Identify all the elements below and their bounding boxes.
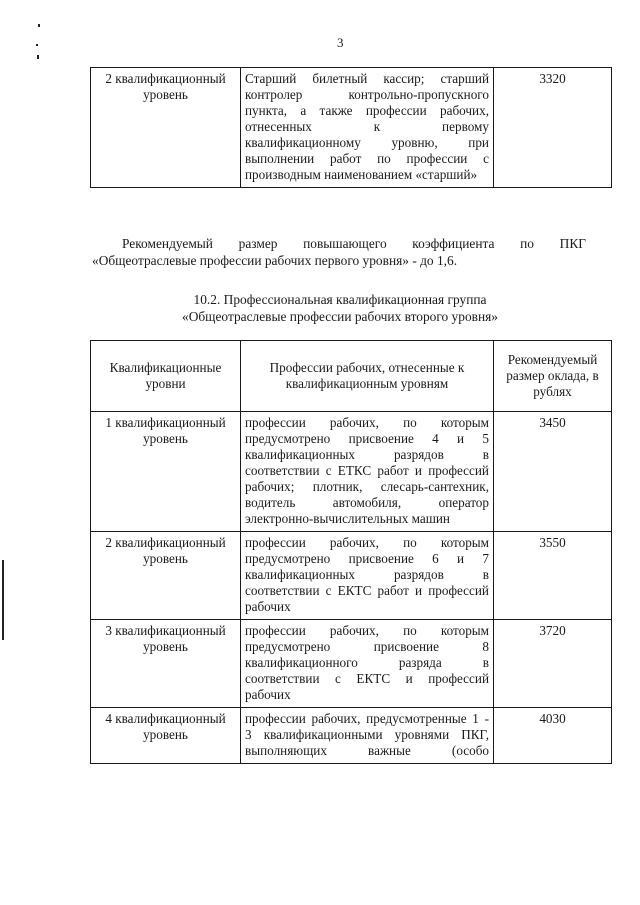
salary-cell: 3450 — [494, 412, 612, 532]
qualification-level-cell: 2 квалификационный уровень — [91, 68, 241, 188]
table-row — [91, 532, 612, 620]
continued-table — [90, 67, 612, 188]
qualification-level-cell: 3 квалификационный уровень — [91, 620, 241, 708]
scan-mark — [36, 44, 38, 46]
salary-cell: 3320 — [494, 68, 612, 188]
section-heading — [90, 291, 590, 325]
recommendation-paragraph — [92, 235, 586, 269]
scan-mark — [38, 24, 40, 27]
table-header-row — [91, 341, 612, 412]
salary-cell: 3550 — [494, 532, 612, 620]
table-row — [91, 620, 612, 708]
recommendation-line: Рекомендуемый размер повышающего коэффициента по ПКГ — [122, 236, 586, 251]
scan-mark — [2, 560, 4, 640]
section-subtitle: «Общеотраслевые профессии рабочих второго уровня» — [182, 309, 498, 324]
column-header-levels: Квалификационные уровни — [91, 341, 241, 412]
professions-cell: профессии рабочих, предусмотренные 1 - 3 квалификационными уровнями ПКГ, выполняющих важные (особо — [241, 708, 494, 764]
qualification-level-cell: 2 квалификационный уровень — [91, 532, 241, 620]
professions-cell: профессии рабочих, по которым предусмотрено присвоение 8 квалификационного разряда в соответствии с ЕКТС и профессий рабочих — [241, 620, 494, 708]
scan-mark — [37, 55, 39, 59]
table-row — [91, 708, 612, 764]
salary-cell: 3720 — [494, 620, 612, 708]
column-header-professions: Профессии рабочих, отнесенные к квалификационным уровням — [241, 341, 494, 412]
section-title: 10.2. Профессиональная квалификационная группа — [193, 292, 487, 307]
salary-cell: 4030 — [494, 708, 612, 764]
column-header-salary: Рекомендуемый размер оклада, в рублях — [494, 341, 612, 412]
page-number: 3 — [337, 35, 344, 50]
professions-cell: Старший билетный кассир; старший контролер контрольно-пропускного пункта, а также профессии рабочих, отнесенных к первому квалификационному уровню, при выполнении работ по профессии с производным наименованием «старший» — [241, 68, 494, 188]
qualification-level-cell: 4 квалификационный уровень — [91, 708, 241, 764]
table-row — [91, 68, 612, 188]
table-row — [91, 412, 612, 532]
qualification-level-cell: 1 квалификационный уровень — [91, 412, 241, 532]
professions-cell: профессии рабочих, по которым предусмотрено присвоение 6 и 7 квалификационных разрядов в соответствии с ЕКТС работ и профессий рабочих — [241, 532, 494, 620]
qualification-table — [90, 340, 612, 764]
recommendation-line: «Общеотраслевые профессии рабочих первого уровня» - до 1,6. — [92, 253, 458, 268]
professions-cell: профессии рабочих, по которым предусмотрено присвоение 4 и 5 квалификационных разрядов в соответствии с ЕТКС работ и профессий рабочих; плотник, слесарь-сантехник, водитель автомобиля, оператор электронно-вычислительных машин — [241, 412, 494, 532]
